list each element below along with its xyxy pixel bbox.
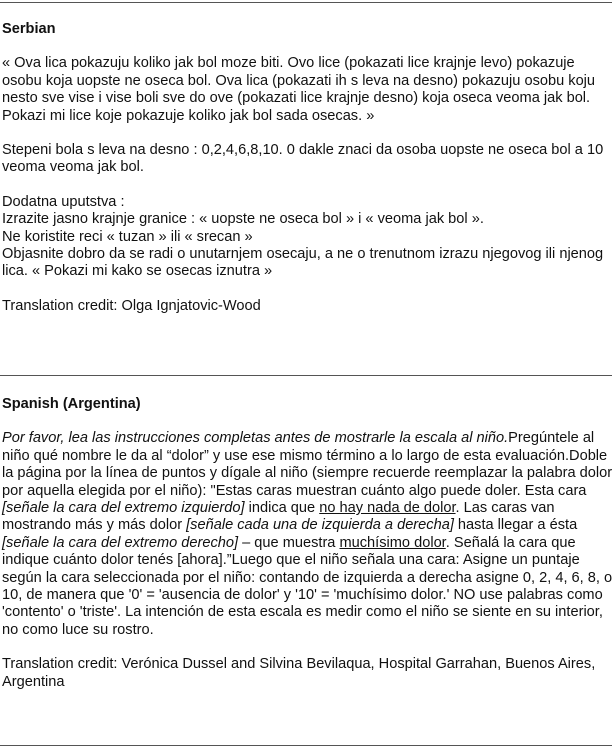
spanish-text-part: – que muestra xyxy=(238,534,340,551)
spanish-cue-right-face: [señale la cara del extremo derecho] xyxy=(2,534,239,551)
serbian-instruction-1: Izrazite jasno krajnje granice : « uopste ne oseca bol » i « veoma jak bol ». xyxy=(2,211,484,228)
serbian-scale-text: Stepeni bola s leva na desno : 0,2,4,6,8,10. 0 dakle znaci da osoba uopste ne oseca bol a 10 veoma veoma jak bol. xyxy=(2,142,604,176)
middle-divider xyxy=(0,375,612,376)
top-divider xyxy=(0,2,612,3)
spanish-no-pain: no hay nada de dolor xyxy=(319,500,456,517)
spanish-section xyxy=(2,396,612,691)
spanish-text-part: hasta llegar a ésta xyxy=(453,517,578,534)
spanish-text-part: . Las caras van mostrando más y más dolor xyxy=(2,500,555,534)
spanish-text-part: indica que xyxy=(244,500,320,517)
serbian-additional-heading: Dodatna uputstva : xyxy=(2,193,125,210)
spanish-text-part: . Señalá la cara que indique cuánto dolor tenés [ahora].”Luego que el niño señala una cara: Asigne un puntaje según la cara seleccionada por el niño: contando de izquierda a derecha asigne 0, 2, 4, 6, 8, o 10, de manera que '0' = 'ausencia de dolor' y '10' = 'muchísimo dolor.' NO use palabras como 'contento' o 'triste'. La intención de esta escala es medir como el niño se siente en su interior, no como luce su rostro. xyxy=(2,534,612,638)
spanish-much-pain: muchísimo dolor xyxy=(339,534,446,551)
spanish-title: Spanish (Argentina) xyxy=(2,396,141,412)
serbian-title: Serbian xyxy=(2,21,56,37)
bottom-divider xyxy=(0,745,612,746)
spanish-credit: Translation credit: Verónica Dussel and Silvina Bevilaqua, Hospital Garrahan, Buenos Aires, Argentina xyxy=(2,656,596,690)
spanish-instructions-text xyxy=(2,430,612,639)
serbian-section xyxy=(2,21,612,315)
spanish-text-part: Pregúntele al niño qué nombre le da al “dolor” y use ese mismo término a lo largo de esta evaluación.Doble la página por la línea de puntos y dígale al niño (siempre recuerde reemplazar la palabra dolor por aquella elegida por el niño): "Estas caras muestran cuánto algo puede doler. Esta cara xyxy=(2,430,612,499)
spanish-read-instructions: Por favor, lea las instrucciones completas antes de mostrarle la escala al niño. xyxy=(2,430,509,447)
serbian-credit: Translation credit: Olga Ignjatovic-Wood xyxy=(2,297,261,314)
serbian-instructions-text: « Ova lica pokazuju koliko jak bol moze biti. Ovo lice (pokazati lice krajnje levo) pokazuje osobu koja uopste ne oseca bol. Ova lica (pokazati ih s leva na desno) pokazuju osobu koju nesto sve vise i vise boli sve do ove (pokazati lice krajnje desno) koja oseca veoma jak bol. Pokazi mi lice koje pokazuje koliko jak bol sada osecas. » xyxy=(2,55,596,124)
spanish-cue-left-face: [señale la cara del extremo izquierdo] xyxy=(2,500,245,517)
serbian-instruction-2: Ne koristite reci « tuzan » ili « srecan » xyxy=(2,228,253,245)
spanish-cue-each-face: [señale cada una de izquierda a derecha] xyxy=(186,517,454,534)
serbian-instruction-3: Objasnite dobro da se radi o unutarnjem osecaju, a ne o trenutnom izrazu njegovog ili njenog lica. « Pokazi mi kako se osecas iznutra » xyxy=(2,246,604,280)
